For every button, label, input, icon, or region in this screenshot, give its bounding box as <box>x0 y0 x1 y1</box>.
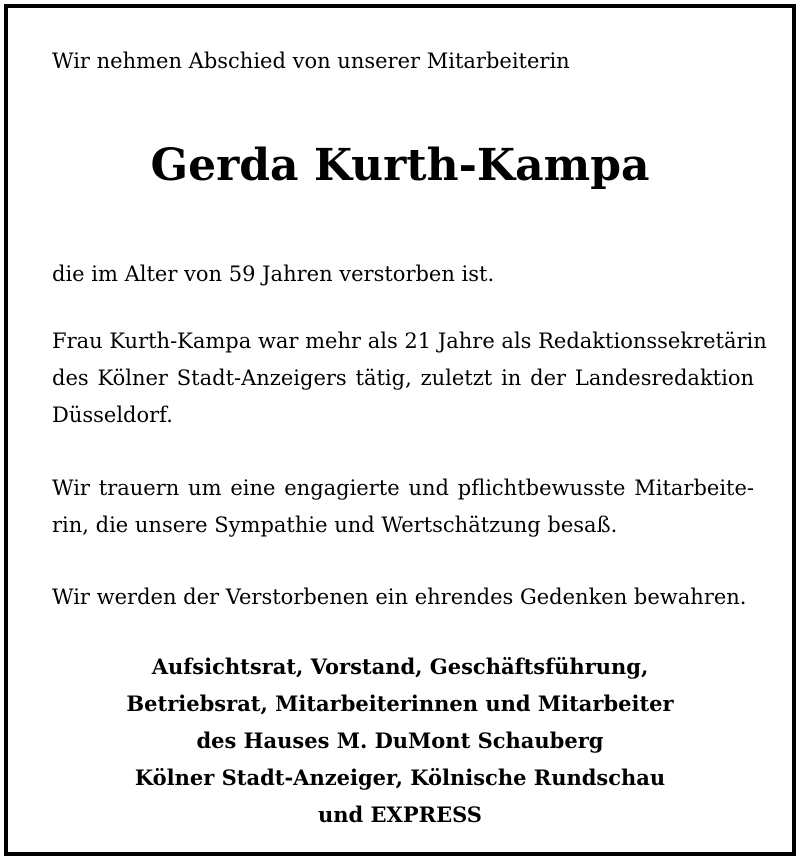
intro-line: Wir nehmen Abschied von unserer Mitarbeiterin <box>52 49 570 73</box>
signature-line: Kölner Stadt-Anzeiger, Kölnische Rundschau <box>134 765 666 790</box>
mourning-line: Wir trauern um eine engagierte und pflichtbewusste Mitarbeite- <box>52 476 754 500</box>
age-line: die im Alter von 59 Jahren verstorben ist. <box>52 262 495 286</box>
deceased-name: Gerda Kurth-Kampa <box>150 140 650 191</box>
signature-line: des Hauses M. DuMont Schauberg <box>196 728 604 753</box>
obituary-notice <box>4 4 796 856</box>
age-paragraph <box>52 256 754 293</box>
remembrance-paragraph <box>52 579 754 616</box>
mourning-line: rin, die unsere Sympathie und Wertschätzung besaß. <box>52 513 618 537</box>
signature-line: Aufsichtsrat, Vorstand, Geschäftsführung, <box>151 654 649 679</box>
mourning-paragraph <box>52 470 754 544</box>
signature-line: Betriebsrat, Mitarbeiterinnen und Mitarbeiter <box>126 691 674 716</box>
career-line: des Kölner Stadt-Anzeigers tätig, zuletzt in der Landesredaktion <box>52 366 754 390</box>
signature-line: und EXPRESS <box>318 802 482 827</box>
career-line: Düsseldorf. <box>52 403 173 427</box>
signature-block <box>8 648 792 833</box>
career-line: Frau Kurth-Kampa war mehr als 21 Jahre als Redaktionssekretärin <box>52 329 767 353</box>
remembrance-line: Wir werden der Verstorbenen ein ehrendes Gedenken bewahren. <box>52 585 747 609</box>
career-paragraph <box>52 323 767 434</box>
